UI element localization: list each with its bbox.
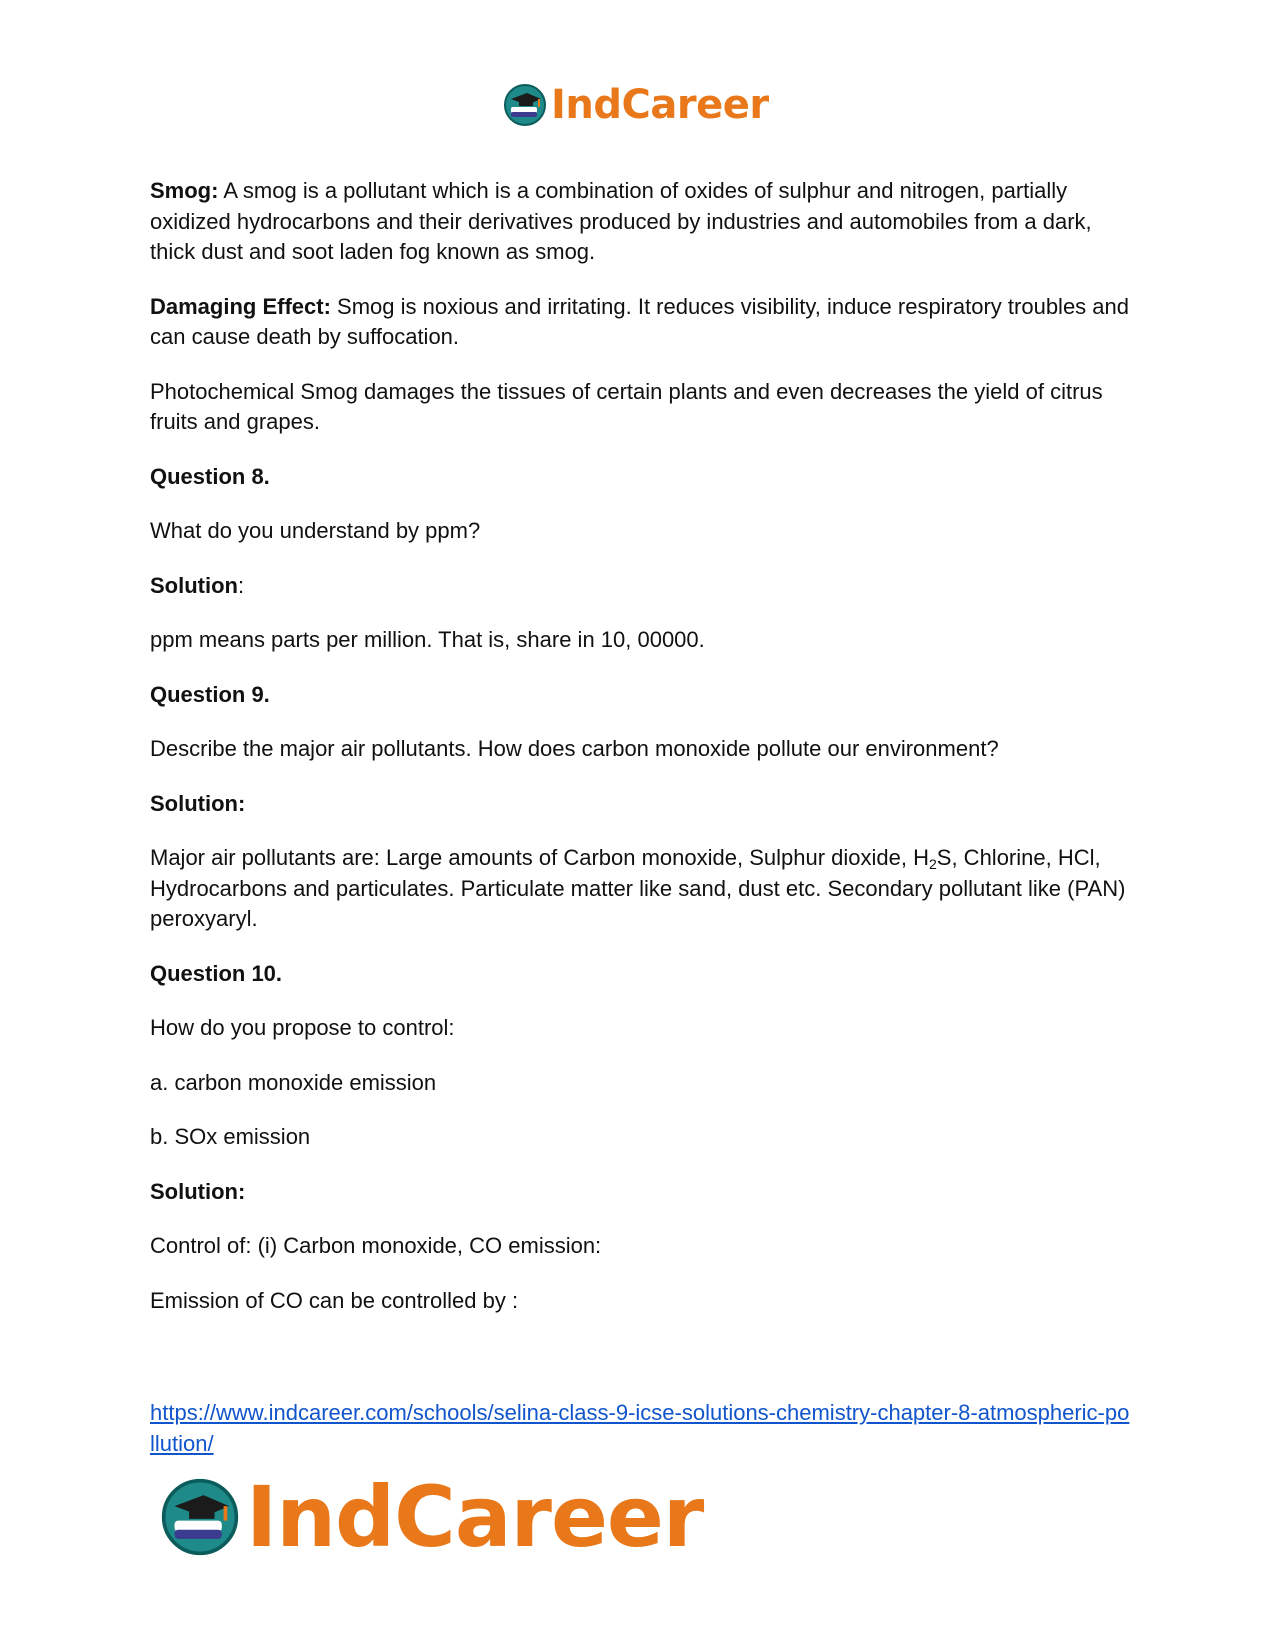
question-10-option-a: a. carbon monoxide emission [150, 1069, 437, 1095]
solution-9-heading: Solution: [150, 790, 246, 816]
document-body [150, 176, 1130, 1340]
answer-8-text: ppm means parts per million. That is, share in 10, 00000. [150, 627, 705, 652]
graduation-book-icon [503, 83, 547, 127]
smog-text: A smog is a pollutant which is a combination of oxides of sulphur and nitrogen, partially oxidized hydrocarbons and their derivatives produced by industries and automobiles from a dark, thick dust and soot laden fog known as smog. [150, 178, 1092, 264]
photochemical-smog-paragraph: Photochemical Smog damages the tissues of certain plants and even decreases the yield of citrus fruits and grapes. [150, 378, 1103, 434]
damaging-effect-text: Smog is noxious and irritating. It reduces visibility, induce respiratory troubles and can cause death by suffocation. [150, 293, 1130, 349]
answer-9-text: Major air pollutants are: Large amounts of Carbon monoxide, Sulphur dioxide, $H_2S$, Chlorine, HCl, Hydrocarbons and particulates. Particulate matter like sand, dust etc. Secondary pollutant like (PAN) peroxyaryl. [150, 845, 1126, 931]
question-10-option-b: b. SOx emission [150, 1124, 311, 1149]
smog-label: Smog: [150, 178, 219, 203]
solution-10-heading: Solution: [150, 1178, 246, 1204]
question-9-text: Describe the major air pollutants. How does carbon monoxide pollute our environment? [150, 736, 999, 761]
question-10-heading: Question 10. [150, 960, 283, 986]
answer-10-line-2: Emission of CO can be controlled by : [150, 1287, 519, 1313]
graduation-book-icon [160, 1477, 240, 1557]
header-logo [503, 80, 769, 130]
question-8-heading: Question 8. [150, 463, 270, 489]
damaging-effect-label: Damaging Effect: [150, 293, 331, 319]
solution-8-heading: Solution: [150, 572, 245, 598]
logo-text: IndCareer [246, 1468, 704, 1566]
smog-paragraph [150, 176, 1130, 268]
damaging-effect-paragraph [150, 292, 1130, 353]
source-link[interactable]: https://www.indcareer.com/schools/selina-class-9-icse-solutions-chemistry-chapter-8-atmospheric-pollution/ [150, 1400, 1130, 1456]
logo-text: IndCareer [551, 82, 769, 128]
footer-logo [160, 1468, 704, 1566]
answer-10-line-1: Control of: (i) Carbon monoxide, CO emission: [150, 1233, 602, 1258]
question-9-heading: Question 9. [150, 681, 270, 707]
question-10-text: How do you propose to control: [150, 1015, 455, 1040]
source-link-block [150, 1398, 1130, 1459]
question-8-text: What do you understand by ppm? [150, 518, 481, 543]
